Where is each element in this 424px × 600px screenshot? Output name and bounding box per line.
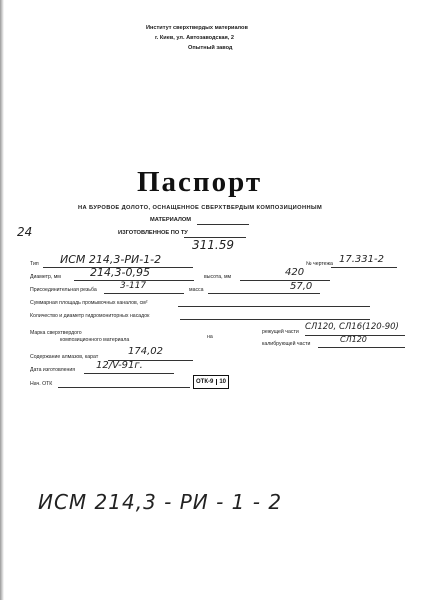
tu-value: 311.59 <box>192 238 234 252</box>
manufacture-date-line <box>84 373 174 374</box>
drawing-no-value: 17.331-2 <box>339 254 384 265</box>
subtitle-material-label: МАТЕРИАЛОМ <box>150 217 192 223</box>
diamond-content-label: Содержание алмазов, карат <box>30 354 99 360</box>
header-institute: Институт сверхтвердых материалов <box>146 25 248 31</box>
flush-area-line <box>178 306 370 307</box>
drawing-no-label: № чертежа <box>306 261 333 267</box>
mass-line <box>208 293 320 294</box>
page-title: Паспорт <box>137 166 263 198</box>
drawing-no-line <box>331 267 397 268</box>
grade-label-na: на <box>207 334 213 340</box>
bottom-handwriting: ИСМ 214,3 - РИ - 1 - 2 <box>38 490 283 514</box>
subtitle-material-line <box>197 224 249 225</box>
mass-label: масса <box>189 287 204 293</box>
diamond-content-value: 174,02 <box>128 346 163 357</box>
subtitle-tu-label: ИЗГОТОВЛЕННОЕ ПО ТУ <box>118 230 188 236</box>
qc-stamp <box>193 375 229 389</box>
diameter-label: Диаметр, мм <box>30 274 61 280</box>
cutting-part-value: СЛ120, СЛ16(120-90) <box>305 322 399 332</box>
gauge-part-label: калибрующей части <box>262 341 311 347</box>
thread-value: 3-117 <box>120 281 147 291</box>
type-value: ИСМ 214,3-РИ-1-2 <box>60 253 162 266</box>
qc-label: Нач. ОТК <box>30 381 53 387</box>
header-plant: Опытный завод <box>188 45 233 51</box>
height-value: 420 <box>285 267 305 278</box>
qc-stamp-number: 10 <box>216 379 226 385</box>
grade-label-2: композиционного материала <box>60 337 130 343</box>
qc-line <box>58 387 190 388</box>
gauge-part-line <box>318 347 405 348</box>
manufacture-date-label: Дата изготовления <box>30 367 76 373</box>
qc-stamp-text: ОТК-9 <box>196 379 214 385</box>
manufacture-date-value: 12/V-91г. <box>96 360 143 371</box>
cutting-part-label: режущей части <box>262 329 299 335</box>
diameter-value: 214,3-0,95 <box>90 266 150 279</box>
mass-value: 57,0 <box>290 281 313 292</box>
margin-note: 24 <box>17 225 33 239</box>
height-label: высота, мм <box>204 274 232 280</box>
thread-line <box>104 293 184 294</box>
scan-edge <box>0 0 4 600</box>
header-address: г. Киев, ул. Автозаводская, 2 <box>155 35 235 41</box>
gauge-part-value: СЛ120 <box>340 335 367 344</box>
grade-label-1: Марка сверхтвердого <box>30 330 82 336</box>
subtitle-line1: НА БУРОВОЕ ДОЛОТО, ОСНАЩЕННОЕ СВЕРХТВЕРДЫМ КОМПОЗИЦИОННЫМ <box>78 205 323 211</box>
thread-label: Присоединительная резьба <box>30 287 97 293</box>
flush-area-label: Суммарная площадь промывочных каналов, см² <box>30 300 148 306</box>
nozzles-label: Количество и диаметр гидромониторных насадок <box>30 313 150 319</box>
type-label: Тип <box>30 261 39 267</box>
nozzles-line <box>180 319 370 320</box>
height-line <box>240 280 330 281</box>
